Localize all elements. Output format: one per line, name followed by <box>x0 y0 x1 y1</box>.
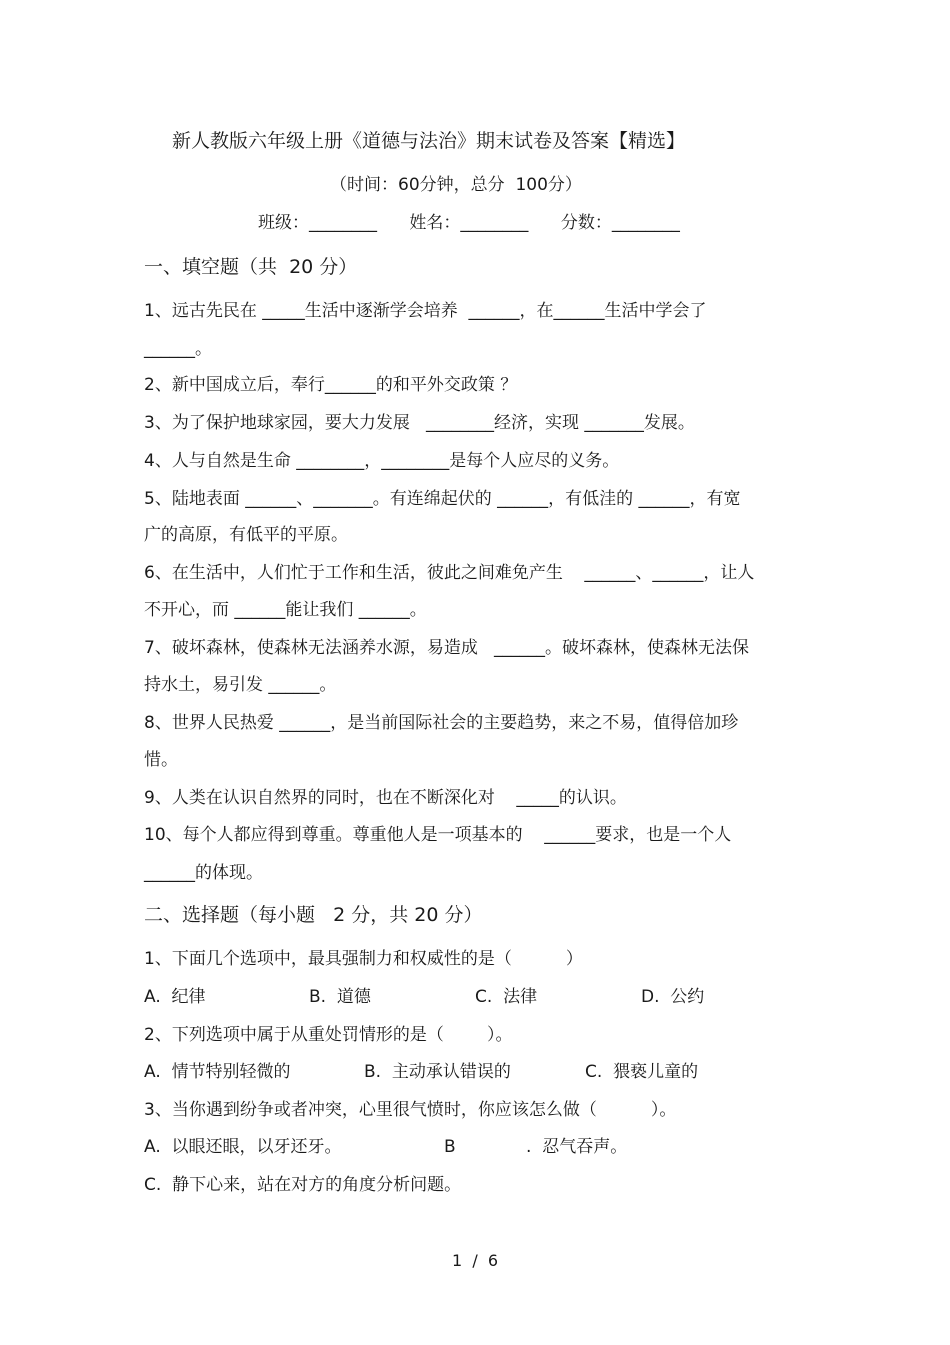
question-3: 3、为了保护地球家园，要大力发展 ________经济，实现 _______发展。 <box>144 413 695 433</box>
mc-question-2-option-c: C. 猥亵儿童的 <box>585 1062 699 1082</box>
mc-question-1-option-c: C. 法律 <box>475 987 538 1007</box>
mc-question-2: 2、下列选项中属于从重处罚情形的是（ ）。 <box>144 1025 513 1045</box>
mc-question-2-option-a: A. 情节特别轻微的 <box>144 1062 291 1082</box>
question-7-line-2: 持水土，易引发 ______。 <box>144 675 337 695</box>
mc-question-2-option-b: B. 主动承认错误的 <box>364 1062 511 1082</box>
question-7-line-1: 7、破坏森林，使森林无法涵养水源，易造成 ______。破坏森林，使森林无法保 <box>144 638 750 658</box>
question-4: 4、人与自然是生命 ________，________是每个人应尽的义务。 <box>144 451 620 471</box>
question-1-line-1: 1、远古先民在 _____生活中逐渐学会培养 ______，在______生活中学会了 <box>144 301 707 321</box>
question-8-line-2: 惜。 <box>144 750 178 770</box>
question-8-line-1: 8、世界人民热爱 ______，是当前国际社会的主要趋势，来之不易，值得倍加珍 <box>144 713 739 733</box>
question-6-line-2: 不开心，而 ______能让我们 ______。 <box>144 600 427 620</box>
question-5-line-2: 广的高原，有低平的平原。 <box>144 525 348 545</box>
mc-question-1-option-d: D. 公约 <box>641 987 705 1007</box>
question-2: 2、新中国成立后，奉行______的和平外交政策 ？ <box>144 375 518 395</box>
student-info-line: 班级：________ 姓名：________ 分数：________ <box>258 213 680 233</box>
question-10-line-2: ______的体现。 <box>144 863 263 883</box>
question-5-line-1: 5、陆地表面 ______、_______。有连绵起伏的 ______，有低洼的 ______，有宽 <box>144 489 741 509</box>
mc-question-3-option-a: A. 以眼还眼，以牙还牙。 <box>144 1137 342 1157</box>
mc-question-3-option-b-letter: B <box>444 1137 456 1157</box>
section-heading-multiple-choice: 二、选择题（每小题 2 分，共 20 分） <box>144 904 483 926</box>
question-6-line-1: 6、在生活中，人们忙于工作和生活，彼此之间难免产生 ______、______，让人 <box>144 563 755 583</box>
question-9: 9、人类在认识自然界的同时，也在不断深化对 _____的认识。 <box>144 788 627 808</box>
mc-question-1: 1、下面几个选项中，最具强制力和权威性的是（ ） <box>144 949 583 969</box>
mc-question-1-option-b: B. 道德 <box>309 987 371 1007</box>
exam-subtitle: （时间：60分钟，总分 100分） <box>330 175 582 195</box>
page-number: 1 / 6 <box>452 1251 499 1270</box>
mc-question-3: 3、当你遇到纷争或者冲突，心里很气愤时，你应该怎么做（ ）。 <box>144 1100 677 1120</box>
question-1-line-2: ______。 <box>144 339 212 359</box>
exam-title: 新人教版六年级上册《道德与法治》期末试卷及答案【精选】 <box>172 130 686 152</box>
mc-question-3-option-c: C. 静下心来，站在对方的角度分析问题。 <box>144 1175 462 1195</box>
question-10-line-1: 10、每个人都应得到尊重。尊重他人是一项基本的 ______要求，也是一个人 <box>144 825 732 845</box>
mc-question-3-option-b-text: . 忍气吞声。 <box>526 1137 628 1157</box>
section-heading-fill-blank: 一、填空题（共 20 分） <box>144 256 358 278</box>
mc-question-1-option-a: A. 纪律 <box>144 987 206 1007</box>
